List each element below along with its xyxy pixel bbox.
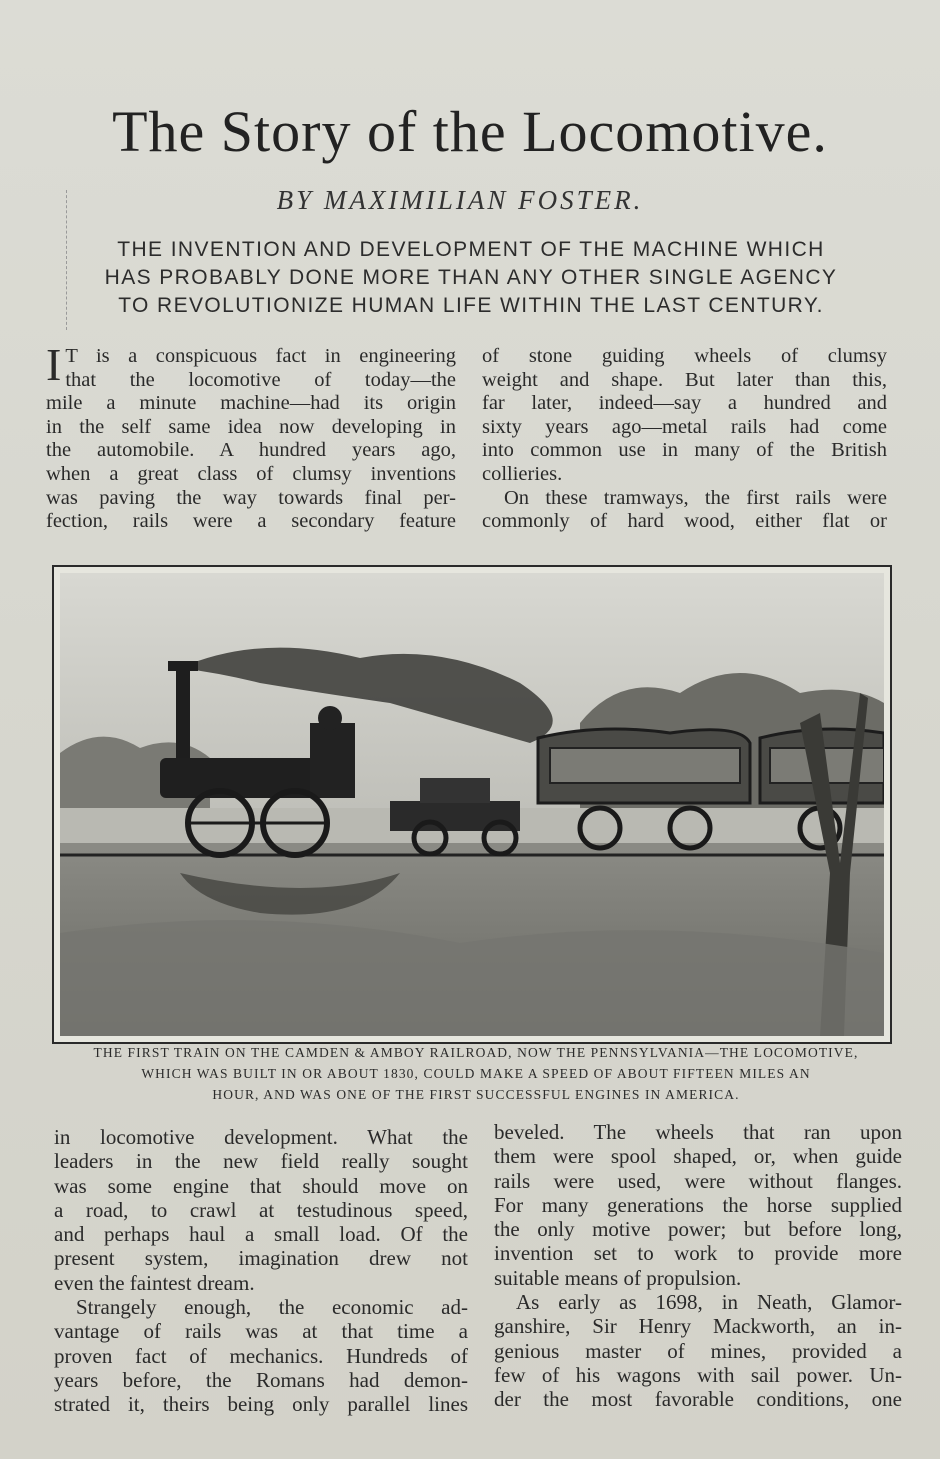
text-line: was paving the way towards final per-	[46, 486, 456, 509]
text-line: a road, to crawl at testudinous speed,	[54, 1197, 468, 1222]
text-line: suitable means of propulsion.	[494, 1265, 742, 1290]
text-line: when a great class of clumsy inventions	[46, 462, 456, 485]
text-line: collieries.	[482, 462, 563, 485]
text-line: rails were used, were without flanges.	[494, 1168, 902, 1193]
text-line: ganshire, Sir Henry Mackworth, an in-	[494, 1314, 902, 1339]
text-line: even the faintest dream.	[54, 1270, 255, 1295]
caption-line: WHICH WAS BUILT IN OR ABOUT 1830, COULD MAKE A SPEED OF ABOUT FIFTEEN MILES AN	[141, 1066, 811, 1081]
train-illustration	[52, 565, 892, 1044]
caption-line: THE FIRST TRAIN ON THE CAMDEN & AMBOY RAILROAD, NOW THE PENNSYLVANIA—THE LOCOMOTIVE,	[93, 1045, 859, 1060]
article-title: The Story of the Locomotive.	[112, 99, 828, 164]
train-engraving	[60, 573, 884, 1036]
text-line: in the self same idea now developing in	[46, 415, 456, 438]
text-line: the automobile. A hundred years ago,	[46, 439, 456, 462]
body-column-4	[494, 1120, 902, 1412]
drop-cap: I	[46, 339, 62, 390]
text-line: sixty years ago—metal rails had come	[482, 415, 887, 438]
text-line: and perhaps haul a small load. Of the	[54, 1222, 468, 1247]
illustration-caption	[46, 1042, 906, 1105]
text-line: fection, rails were a secondary feature	[46, 510, 456, 533]
text-line: proven fact of mechanics. Hundreds of	[54, 1343, 468, 1368]
text-line: As early as 1698, in Neath, Glamor-	[516, 1290, 902, 1315]
text-line: of stone guiding wheels of clumsy	[482, 345, 887, 367]
deck-line: HAS PROBABLY DONE MORE THAN ANY OTHER SINGLE AGENCY	[104, 266, 838, 289]
text-line: invention set to work to provide more	[494, 1241, 902, 1266]
text-line: years before, the Romans had demon-	[54, 1367, 468, 1392]
text-line: was some engine that should move on	[54, 1173, 468, 1198]
text-line: in locomotive development. What the	[54, 1125, 468, 1149]
body-column-3	[54, 1125, 468, 1417]
text-line: mile a minute machine—had its origin	[46, 392, 456, 415]
text-line: far later, indeed—say a hundred and	[482, 392, 887, 415]
body-column-1	[46, 339, 456, 534]
text-line: For many generations the horse supplied	[494, 1192, 902, 1217]
text-line: T is a conspicuous fact in engineering	[65, 345, 456, 367]
text-line: weight and shape. But later than this,	[482, 368, 887, 391]
text-line: strated it, theirs being only parallel lines	[54, 1392, 468, 1417]
text-line: On these tramways, the first rails were	[504, 486, 887, 509]
text-line: leaders in the new field really sought	[54, 1149, 468, 1174]
text-line: the only motive power; but before long,	[494, 1217, 902, 1242]
text-line: commonly of hard wood, either flat or	[482, 510, 887, 533]
text-line: few of his wagons with sail power. Un-	[494, 1362, 902, 1387]
text-line: Strangely enough, the economic ad-	[76, 1295, 468, 1320]
deck-line: THE INVENTION AND DEVELOPMENT OF THE MACHINE WHICH	[117, 238, 825, 261]
deck-line: TO REVOLUTIONIZE HUMAN LIFE WITHIN THE LAST CENTURY.	[118, 294, 824, 317]
text-line: vantage of rails was at that time a	[54, 1319, 468, 1344]
text-line: beveled. The wheels that ran upon	[494, 1120, 902, 1144]
text-line: them were spool shaped, or, when guide	[494, 1144, 902, 1169]
text-line: present system, imagination drew not	[54, 1246, 468, 1271]
text-line: into common use in many of the British	[482, 439, 887, 462]
body-column-2	[482, 345, 887, 534]
article-deck	[66, 236, 876, 320]
caption-line: HOUR, AND WAS ONE OF THE FIRST SUCCESSFUL ENGINES IN AMERICA.	[212, 1087, 740, 1102]
text-line: that the locomotive of today—the	[65, 368, 456, 391]
article-byline: BY MAXIMILIAN FOSTER.	[276, 185, 644, 215]
text-line: der the most favorable conditions, one	[494, 1387, 902, 1412]
text-line: genious master of mines, provided a	[494, 1338, 902, 1363]
